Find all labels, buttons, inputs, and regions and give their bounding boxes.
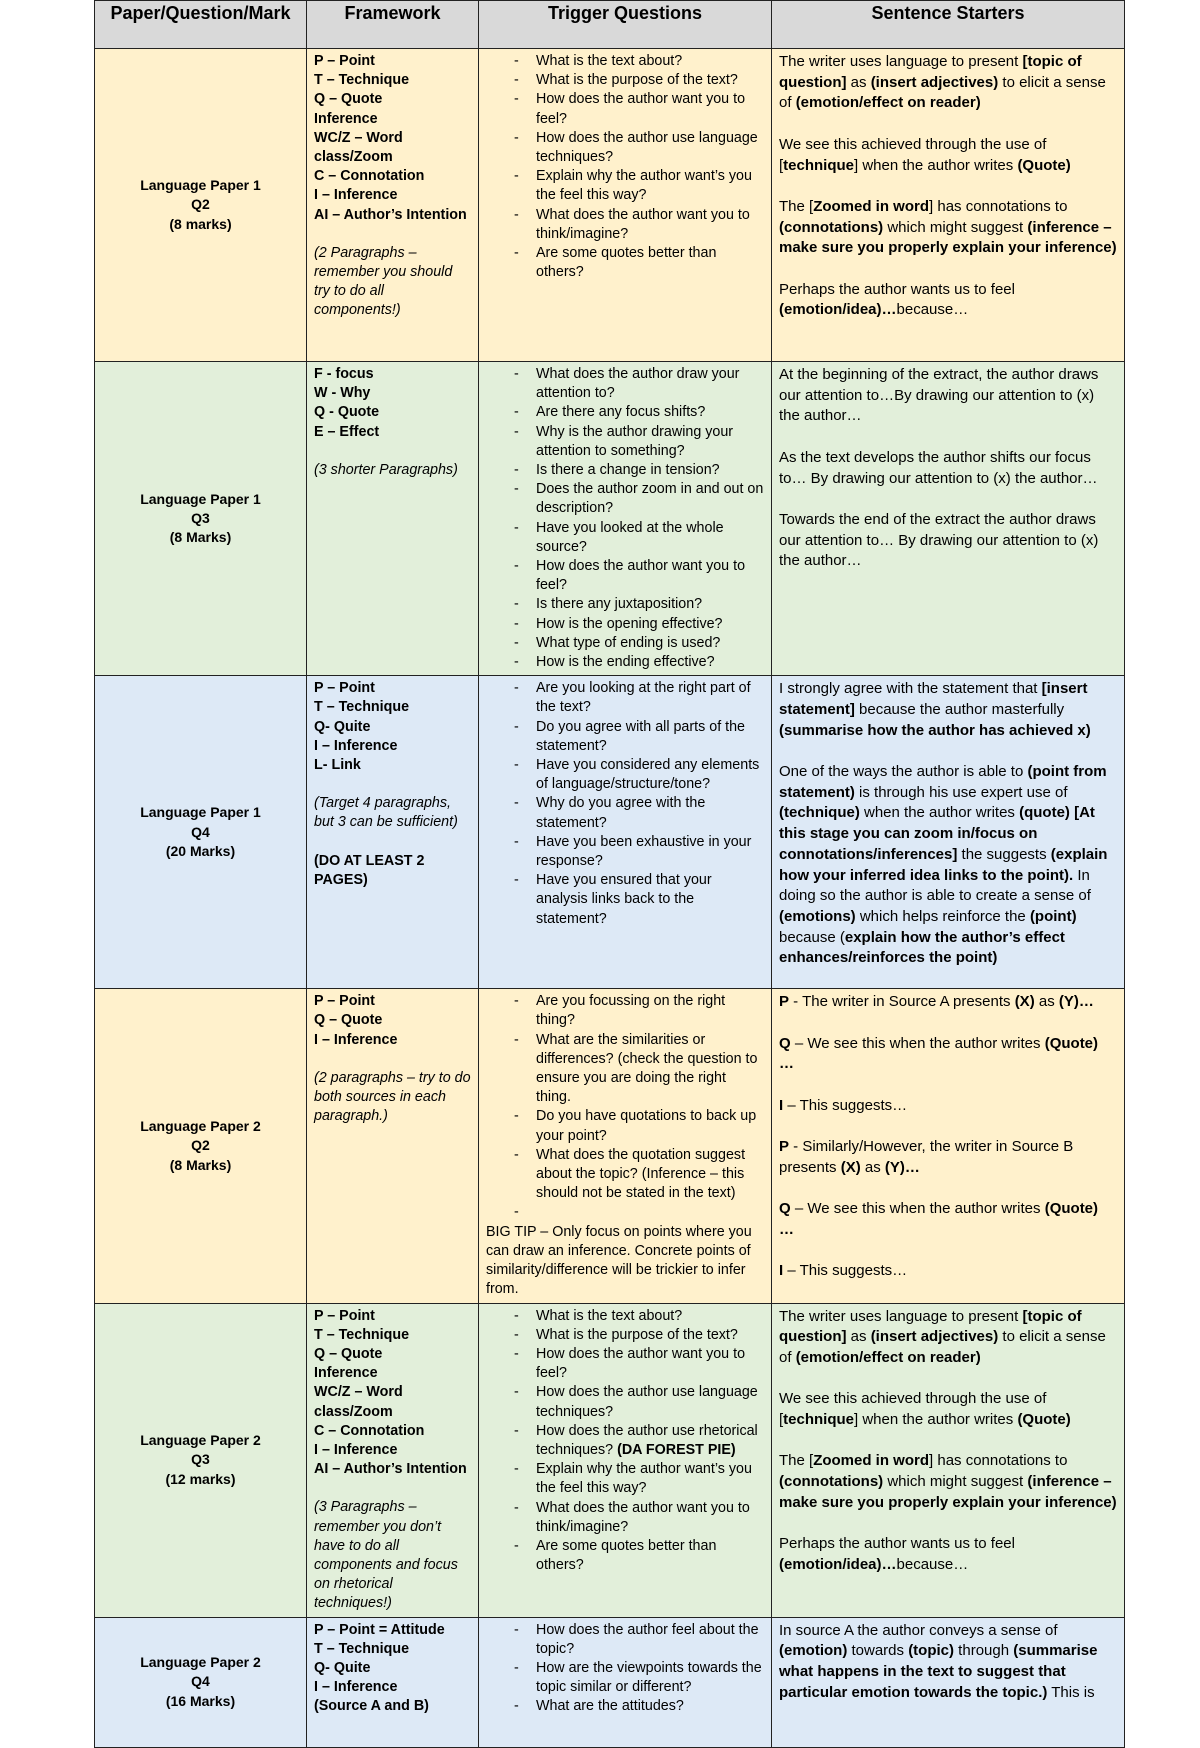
table-row [95, 49, 1125, 362]
trigger-list [486, 1621, 764, 1717]
trigger-question: - What is the text about? [486, 52, 764, 71]
starter-segment: The writer uses language to present [779, 53, 1023, 70]
header-framework: Framework [307, 1, 479, 49]
paper-question-cell [95, 1617, 307, 1747]
starter-segment: (emotion/idea)… [779, 1555, 897, 1573]
trigger-question: - How does the author want you to feel? [486, 1345, 764, 1383]
header-paper: Paper/Question/Mark [95, 1, 307, 49]
trigger-question: - Have you looked at the whole source? [486, 519, 764, 557]
starter-segment: I [779, 1262, 784, 1280]
sentence-starter [779, 135, 1117, 176]
header-row [95, 1, 1125, 49]
trigger-question: - Are some quotes better than others? [486, 1537, 764, 1575]
framework-item: T – Technique [314, 1326, 410, 1343]
sentence-starter [779, 1199, 1117, 1240]
paper-line: Q2 [191, 1137, 210, 1154]
trigger-question: - Does the author zoom in and out on description? [486, 480, 764, 518]
starter-segment: which might suggest [883, 1473, 1028, 1491]
sentence-starters-cell [772, 989, 1125, 1303]
starter-segment: (explain how your inferred idea links to the point). [779, 845, 1108, 884]
paper-line: Q4 [191, 823, 210, 840]
starter-segment: is through his use expert use of [854, 783, 1068, 801]
framework-item: (3 Paragraphs – remember you don’t have to do all components and focus on rhetorical techniques!) [314, 1499, 458, 1612]
trigger-question: - What is the purpose of the text? [486, 1326, 764, 1345]
framework-item: I – Inference [314, 737, 398, 754]
starter-segment: In source A the author conveys a sense of [779, 1621, 1058, 1639]
starter-segment: – We see this when the author writes [790, 1034, 1045, 1052]
trigger-list [486, 365, 764, 672]
framework-item: WC/Z – Word class/Zoom [314, 129, 403, 166]
sentence-starter [779, 1307, 1117, 1369]
sentence-starter [779, 52, 1117, 114]
framework-item: (Source A and B) [314, 1698, 429, 1715]
framework-item: I – Inference [314, 1441, 398, 1458]
starter-segment: (connotations) [779, 218, 884, 236]
framework-item: AI – Author’s Intention [314, 1461, 467, 1478]
trigger-question: - Is there any juxtaposition? [486, 595, 764, 614]
starter-segment: as [846, 1328, 871, 1346]
sentence-starter [779, 510, 1117, 572]
framework-item: T – Technique [314, 699, 410, 716]
sentence-starters-cell [772, 49, 1125, 362]
framework-item: (2 Paragraphs – remember you should try to do all components!) [314, 244, 453, 319]
starter-segment: [topic of question] [779, 1307, 1082, 1346]
paper-line: (8 marks) [169, 215, 232, 232]
starter-segment: (X) [1014, 993, 1035, 1011]
starter-segment: (emotion) [779, 1642, 848, 1660]
trigger-list [486, 992, 764, 1222]
starter-segment: (emotion/effect on reader) [795, 1348, 981, 1366]
starter-segment: One of the ways the author is able to [779, 763, 1028, 781]
starter-segment: P [779, 1138, 790, 1156]
framework-item: C – Connotation [314, 1422, 425, 1439]
table-row [95, 989, 1125, 1303]
trigger-question: - Are some quotes better than others? [486, 244, 764, 282]
paper-question-cell [95, 49, 307, 362]
trigger-question: - What does the author draw your attention to? [486, 365, 764, 403]
paper-line: (16 Marks) [165, 1692, 236, 1709]
sentence-starter [779, 1096, 1117, 1117]
trigger-question: - Are you focussing on the right thing? [486, 992, 764, 1030]
big-tip: BIG TIP – Only focus on points where you can draw an inference. Concrete points of similarity/difference will be trickier to infer from. [486, 1223, 752, 1298]
trigger-question: - Are you looking at the right part of the text? [486, 679, 764, 717]
starter-segment: because the author masterfully [854, 700, 1065, 718]
trigger-question: - How does the author use rhetorical techniques? (DA FOREST PIE) [486, 1422, 764, 1460]
starter-segment: which might suggest [883, 218, 1028, 236]
starter-segment: We see this achieved through the use of [ [779, 135, 1047, 174]
starter-segment: – We see this when the author writes [790, 1200, 1045, 1218]
framework-item: Q – Quote [314, 91, 383, 108]
framework-item: Q – Quote [314, 1012, 383, 1029]
sentence-starters-cell [772, 676, 1125, 989]
framework-cell [307, 676, 479, 989]
trigger-questions-cell [479, 362, 772, 676]
paper-line: Language Paper 2 [140, 1117, 261, 1134]
spacer [314, 775, 471, 794]
paper-line: Q4 [191, 1673, 210, 1690]
starter-segment: Towards the end of the extract the author draws our attention to… By drawing our attention to (x) the author… [779, 510, 1099, 570]
trigger-questions-cell [479, 1303, 772, 1617]
sentence-starter [779, 1261, 1117, 1282]
paper-line: Language Paper 1 [140, 804, 261, 821]
paper-question-cell [95, 989, 307, 1303]
trigger-question: - How does the author want you to feel? [486, 90, 764, 128]
paper-line: Language Paper 1 [140, 176, 261, 193]
starter-segment: We see this achieved through the use of [ [779, 1390, 1047, 1428]
trigger-question: - What are the similarities or differences? (check the question to ensure you are doing the right thing. [486, 1031, 764, 1108]
sentence-starter [779, 1137, 1117, 1178]
trigger-question [486, 1203, 764, 1222]
framework-item: Q- Quite [314, 718, 371, 735]
starter-segment: (Quote) … [779, 1200, 1099, 1238]
trigger-question: - Have you been exhaustive in your response? [486, 833, 764, 871]
sentence-starters-cell [772, 1303, 1125, 1617]
starter-segment: as [1034, 993, 1059, 1011]
starter-segment: (Quote) [1017, 1411, 1071, 1428]
trigger-question: - What does the author want you to think/imagine? [486, 1499, 764, 1537]
starter-segment: (inference – make sure you properly explain your inference) [779, 218, 1117, 257]
framework-item: P – Point [314, 1307, 375, 1324]
table-row [95, 1617, 1125, 1747]
starter-segment: (summarise how the author has achieved x) [779, 721, 1091, 739]
starter-segment: (point from statement) [779, 763, 1107, 801]
starter-segment: - Similarly/However, the writer in Source B presents [779, 1138, 1074, 1176]
sentence-starters-cell [772, 362, 1125, 676]
sentence-starter [779, 1621, 1117, 1704]
trigger-question: - How are the viewpoints towards the topic similar or different? [486, 1659, 764, 1697]
trigger-list [486, 679, 764, 929]
table-row [95, 1303, 1125, 1617]
starter-segment: (inference – make sure you properly explain your inference) [779, 1473, 1117, 1511]
acronym: (DA FOREST PIE) [617, 1441, 736, 1458]
trigger-question: - How does the author use language techniques? [486, 1383, 764, 1421]
revision-table [94, 0, 1125, 1748]
paper-line: Language Paper 2 [140, 1653, 261, 1670]
framework-item: (2 paragraphs – try to do both sources in each paragraph.) [314, 1069, 471, 1125]
starter-segment: (insert adjectives) [870, 1328, 999, 1346]
starter-segment: ] has connotations to [929, 197, 1068, 215]
trigger-questions-cell [479, 676, 772, 989]
framework-item: I – Inference [314, 1031, 398, 1048]
trigger-list [486, 1307, 764, 1576]
sentence-starter [779, 1389, 1117, 1430]
sentence-starters-cell [772, 1617, 1125, 1747]
starter-segment: - The writer in Source A presents [789, 993, 1015, 1011]
framework-cell [307, 1617, 479, 1747]
starter-segment: (insert adjectives) [870, 73, 999, 91]
starter-segment: The writer uses language to present [779, 1307, 1023, 1325]
starter-segment: Perhaps the author wants us to feel [779, 280, 1015, 298]
sentence-starter [779, 280, 1117, 321]
framework-item: P – Point [314, 53, 375, 69]
trigger-question: - Are there any focus shifts? [486, 403, 764, 422]
framework-item: F - focus [314, 366, 374, 382]
paper-question-cell [95, 1303, 307, 1617]
sentence-starter [779, 992, 1117, 1013]
starter-segment: – This suggests… [783, 1096, 908, 1114]
framework-item: Q - Quote [314, 404, 380, 421]
starter-segment: – This suggests… [783, 1262, 908, 1280]
starter-segment: (X) [840, 1158, 861, 1176]
starter-segment: Zoomed in word [813, 1452, 930, 1470]
starter-segment: (topic) [908, 1642, 955, 1660]
framework-item: T – Technique [314, 1640, 410, 1657]
paper-line: (20 Marks) [165, 842, 236, 859]
sentence-starter [779, 197, 1117, 259]
starter-segment: when the author writes [859, 804, 1020, 822]
trigger-questions-cell [479, 1617, 772, 1747]
starter-segment: (Quote) … [779, 1034, 1099, 1073]
starter-segment: because… [896, 301, 969, 319]
sentence-starter [779, 762, 1117, 969]
framework-item: T – Technique [314, 72, 410, 89]
trigger-question: - Why is the author drawing your attention to something? [486, 423, 764, 461]
spacer [314, 833, 471, 852]
starter-segment: (point) [1029, 907, 1077, 925]
framework-cell [307, 1303, 479, 1617]
starter-segment: The [ [779, 1452, 814, 1470]
starter-segment: I [779, 1096, 784, 1114]
paper-line: Language Paper 2 [140, 1431, 261, 1448]
paper-line: Q3 [191, 1451, 210, 1468]
sentence-starter [779, 1534, 1117, 1575]
starter-segment: the suggests [957, 845, 1051, 863]
starter-segment: (emotion/idea)… [779, 301, 897, 319]
sentence-starter [779, 1451, 1117, 1513]
trigger-question: - How is the opening effective? [486, 615, 764, 634]
starter-segment: through [954, 1642, 1014, 1660]
framework-cell [307, 989, 479, 1303]
spacer [314, 1479, 471, 1498]
starter-segment: (technique) [779, 804, 860, 822]
framework-item: Q- Quite [314, 1659, 371, 1676]
starter-segment: (Quote) [1017, 156, 1071, 174]
trigger-question: - How does the author feel about the topic? [486, 1621, 764, 1659]
starter-segment: (Y)… [1058, 993, 1094, 1011]
starter-segment: ] when the author writes [854, 1411, 1018, 1428]
framework-item: P – Point [314, 993, 375, 1010]
framework-cell [307, 362, 479, 676]
trigger-list [486, 52, 764, 282]
sentence-starter [779, 365, 1117, 427]
trigger-question: - What is the purpose of the text? [486, 71, 764, 90]
sentence-starter [779, 679, 1117, 741]
starter-segment: technique [783, 156, 855, 174]
framework-item: C – Connotation [314, 168, 425, 185]
trigger-question: - How is the ending effective? [486, 653, 764, 672]
starter-segment: [topic of question] [779, 53, 1082, 91]
trigger-questions-cell [479, 49, 772, 362]
starter-segment: The [ [779, 197, 814, 215]
framework-item: P – Point [314, 680, 375, 697]
spacer [314, 442, 471, 461]
trigger-question: - Do you have quotations to back up your point? [486, 1107, 764, 1145]
trigger-question: - How does the author want you to feel? [486, 557, 764, 595]
framework-item: L- Link [314, 757, 361, 774]
starter-segment: I strongly agree with the statement that [779, 680, 1042, 698]
table-row [95, 362, 1125, 676]
trigger-question: - Explain why the author want’s you the feel this way? [486, 167, 764, 205]
sentence-starter [779, 448, 1117, 489]
paper-question-cell [95, 676, 307, 989]
framework-item: (Target 4 paragraphs, but 3 can be sufficient) [314, 795, 458, 831]
starter-segment: (connotations) [779, 1473, 884, 1491]
starter-segment: (quote) [At this stage you can zoom in/focus on connotations/inferences] [779, 804, 1095, 863]
trigger-question: - Is there a change in tension? [486, 461, 764, 480]
trigger-question: - Do you agree with all parts of the statement? [486, 718, 764, 756]
framework-item: (DO AT LEAST 2 PAGES) [314, 852, 425, 888]
paper-question-cell [95, 362, 307, 676]
header-trigger-questions: Trigger Questions [479, 1, 772, 49]
trigger-question: - What is the text about? [486, 1307, 764, 1326]
framework-item: AI – Author’s Intention [314, 206, 467, 223]
paper-line: (8 Marks) [169, 1156, 232, 1173]
paper-line: Language Paper 1 [140, 490, 261, 507]
starter-segment: to elicit a sense of [779, 1328, 1106, 1366]
paper-line: (12 marks) [165, 1470, 236, 1487]
trigger-question: - Why do you agree with the statement? [486, 794, 764, 832]
framework-item: Inference [314, 110, 378, 127]
spacer [314, 1050, 471, 1069]
starter-segment: because… [896, 1555, 969, 1573]
trigger-question: - What does the author want you to think/imagine? [486, 206, 764, 244]
starter-segment: Q [779, 1034, 791, 1052]
trigger-question: - Have you considered any elements of language/structure/tone? [486, 756, 764, 794]
starter-segment: (Y)… [884, 1158, 920, 1176]
trigger-questions-cell [479, 989, 772, 1303]
starter-segment: to elicit a sense of [779, 73, 1106, 112]
framework-item: I – Inference [314, 1679, 398, 1696]
paper-line: Q2 [191, 196, 210, 213]
framework-item: I – Inference [314, 187, 398, 204]
starter-segment: which helps reinforce the [855, 907, 1030, 925]
starter-segment: Perhaps the author wants us to feel [779, 1535, 1015, 1553]
framework-item: (3 shorter Paragraphs) [314, 461, 458, 478]
framework-item: Q – Quote [314, 1345, 383, 1362]
starter-segment: because ( [779, 928, 845, 946]
starter-segment: (emotion/effect on reader) [795, 94, 981, 112]
framework-item: WC/Z – Word class/Zoom [314, 1384, 403, 1420]
trigger-question: - How does the author use language techniques? [486, 129, 764, 167]
starter-segment: At the beginning of the extract, the author draws our attention to…By drawing our attention to (x) the author… [779, 366, 1099, 425]
starter-segment: As the text develops the author shifts our focus to… By drawing our attention to (x) the author… [779, 448, 1098, 487]
starter-segment: technique [783, 1411, 855, 1428]
trigger-question: - What are the attitudes? [486, 1697, 764, 1716]
framework-item: W - Why [314, 385, 371, 402]
spacer [314, 225, 471, 244]
starter-segment: as [860, 1158, 885, 1176]
trigger-question: - Have you ensured that your analysis links back to the statement? [486, 871, 764, 929]
trigger-question: - What does the quotation suggest about the topic? (Inference – this should not be stated in the text) [486, 1146, 764, 1204]
starter-segment: as [846, 73, 871, 91]
trigger-question: - What type of ending is used? [486, 634, 764, 653]
framework-item: E – Effect [314, 423, 380, 440]
sentence-starter [779, 1034, 1117, 1075]
starter-segment: ] has connotations to [929, 1452, 1068, 1470]
starter-segment: Zoomed in word [813, 197, 930, 215]
header-sentence-starters: Sentence Starters [772, 1, 1125, 49]
framework-item: Inference [314, 1365, 378, 1382]
starter-segment: P [779, 993, 790, 1011]
starter-segment: In doing so the author is able to create a sense of [779, 866, 1091, 905]
framework-item: P – Point = Attitude [314, 1621, 445, 1638]
starter-segment: (emotions) [779, 907, 856, 925]
starter-segment: towards [847, 1642, 909, 1660]
starter-segment: Q [779, 1200, 791, 1218]
starter-segment: This is [1047, 1683, 1095, 1701]
trigger-question: - Explain why the author want’s you the feel this way? [486, 1460, 764, 1498]
framework-cell [307, 49, 479, 362]
starter-segment: (summarise what happens in the text to suggest that particular emotion towards the topic.) [779, 1642, 1098, 1701]
starter-segment: ] when the author writes [854, 156, 1018, 174]
table-row [95, 676, 1125, 989]
paper-line: (8 Marks) [169, 529, 232, 546]
paper-line: Q3 [191, 509, 210, 526]
starter-segment: explain how the author’s effect enhances/reinforces the point) [779, 928, 1065, 967]
starter-segment: [insert statement] [779, 680, 1088, 718]
